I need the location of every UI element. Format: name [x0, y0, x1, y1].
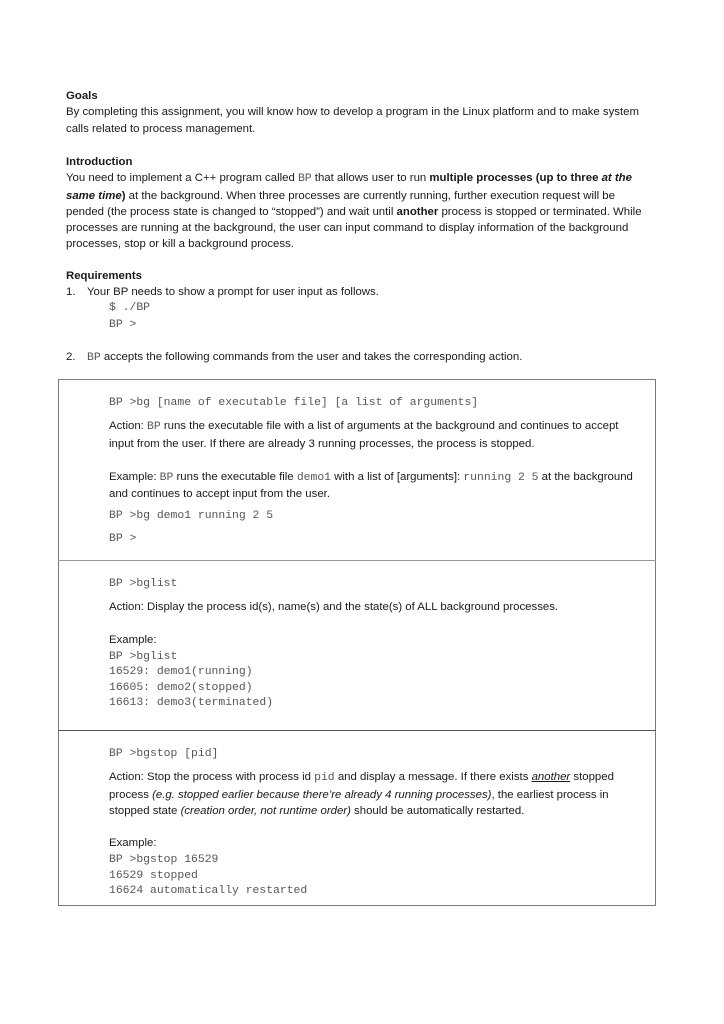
requirements-heading: Requirements	[66, 270, 142, 282]
bglist-syntax: BP >bglist	[109, 578, 178, 590]
bgstop-italic-2: (creation order, not runtime order)	[180, 804, 351, 817]
table-divider-1	[58, 560, 656, 561]
intro-bold-2: )	[121, 189, 126, 202]
bg-example	[109, 469, 639, 503]
bglist-example-label: Example:	[109, 633, 157, 646]
table-divider-2	[58, 730, 656, 731]
intro-bp-code: BP	[297, 173, 312, 186]
bg-example-args: running 2 5	[463, 471, 539, 484]
bglist-code-2: 16529: demo1(running)	[109, 666, 253, 679]
bg-syntax: BP >bg [name of executable file] [a list of arguments]	[109, 397, 479, 409]
introduction-text	[66, 170, 656, 252]
bg-example-file: demo1	[296, 471, 331, 484]
bgstop-pid-code: pid	[314, 772, 335, 785]
bglist-code-3: 16605: demo2(stopped)	[109, 681, 253, 694]
bgstop-text-5: should be automatically restarted.	[350, 804, 525, 817]
bglist-code-1: BP >bglist	[109, 650, 178, 663]
bgstop-example-label: Example:	[109, 837, 157, 850]
bgstop-text-3: stopped process	[109, 771, 614, 801]
goals-heading: Goals	[66, 90, 98, 102]
requirement-2-number: 2.	[66, 351, 76, 363]
bg-action-text: runs the executable file with a list of arguments at the background and continues to accept input from the user. If there are already 3 running processes, the process is stopped.	[109, 420, 619, 450]
bgstop-code-2: 16529 stopped	[109, 869, 198, 882]
goals-section	[66, 88, 656, 137]
bg-code-example: BP >bg demo1 running 2 5	[109, 510, 274, 523]
bglist-code-4: 16613: demo3(terminated)	[109, 697, 274, 710]
bg-example-bp: BP	[159, 471, 174, 484]
bg-action	[109, 418, 639, 452]
intro-text-4: process is stopped or terminated. While processes are running at the background, the user can input command to display information of the background processes, stop or kill a background process.	[66, 205, 642, 251]
bgstop-code-3: 16624 automatically restarted	[109, 885, 308, 898]
bg-example-text-3: at the background and continues to accept input from the user.	[109, 470, 633, 501]
bgstop-text-2: and display a message. If there exists	[334, 771, 532, 784]
introduction-heading: Introduction	[66, 156, 133, 168]
intro-text-3: at the background. When three processes are currently running, further execution request will be pended (the process state is changed to “stopped”) and wait until	[66, 189, 615, 218]
intro-text-1: You need to implement a C++ program called	[66, 172, 298, 185]
intro-bold-italic: at the same time	[66, 172, 632, 202]
introduction-section	[66, 154, 656, 253]
requirement-2-text	[87, 349, 522, 366]
requirements-section	[66, 268, 656, 333]
bgstop-command-section	[109, 746, 639, 900]
bglist-command-section	[109, 576, 639, 712]
requirement-2-bp-code: BP	[87, 352, 101, 364]
bg-action-bp: BP	[147, 421, 161, 434]
bgstop-text-4: , the earliest process in stopped state	[109, 788, 609, 817]
goals-text: By completing this assignment, you will know how to develop a program in the Linux platform and to make system calls related to process management.	[66, 106, 639, 135]
intro-bold-another: another	[396, 205, 439, 218]
bgstop-another: another	[531, 771, 571, 784]
bg-example-label: Example:	[109, 470, 160, 483]
requirement-1-code-prompt: BP >	[109, 318, 137, 331]
intro-text-2: that allows user to run	[311, 172, 430, 185]
requirement-1-text: Your BP needs to show a prompt for user input as follows.	[87, 286, 379, 299]
requirement-1-number: 1.	[66, 286, 76, 299]
bgstop-action	[109, 769, 639, 819]
requirement-1-code-run: $ ./BP	[109, 302, 151, 315]
bg-example-text-2: with a list of [arguments]:	[331, 470, 464, 483]
bgstop-italic-1: (e.g. stopped earlier because there’re already 4 running processes)	[152, 788, 492, 801]
requirement-2-desc: accepts the following commands from the user and takes the corresponding action.	[100, 351, 523, 363]
bgstop-code-1: BP >bgstop 16529	[109, 854, 219, 867]
bglist-action: Action: Display the process id(s), name(s) and the state(s) of ALL background processes.	[109, 601, 559, 614]
bg-example-text-1: runs the executable file	[173, 470, 297, 483]
intro-bold-1: multiple processes (up to three	[429, 172, 602, 185]
requirement-item-2	[66, 349, 656, 365]
bg-action-label: Action:	[109, 420, 147, 433]
bgstop-text-1: Action: Stop the process with process id	[109, 771, 315, 784]
requirement-item-1	[66, 284, 656, 300]
bgstop-syntax: BP >bgstop [pid]	[109, 748, 219, 760]
bg-code-prompt: BP >	[109, 532, 137, 545]
bg-command-section	[109, 395, 639, 547]
